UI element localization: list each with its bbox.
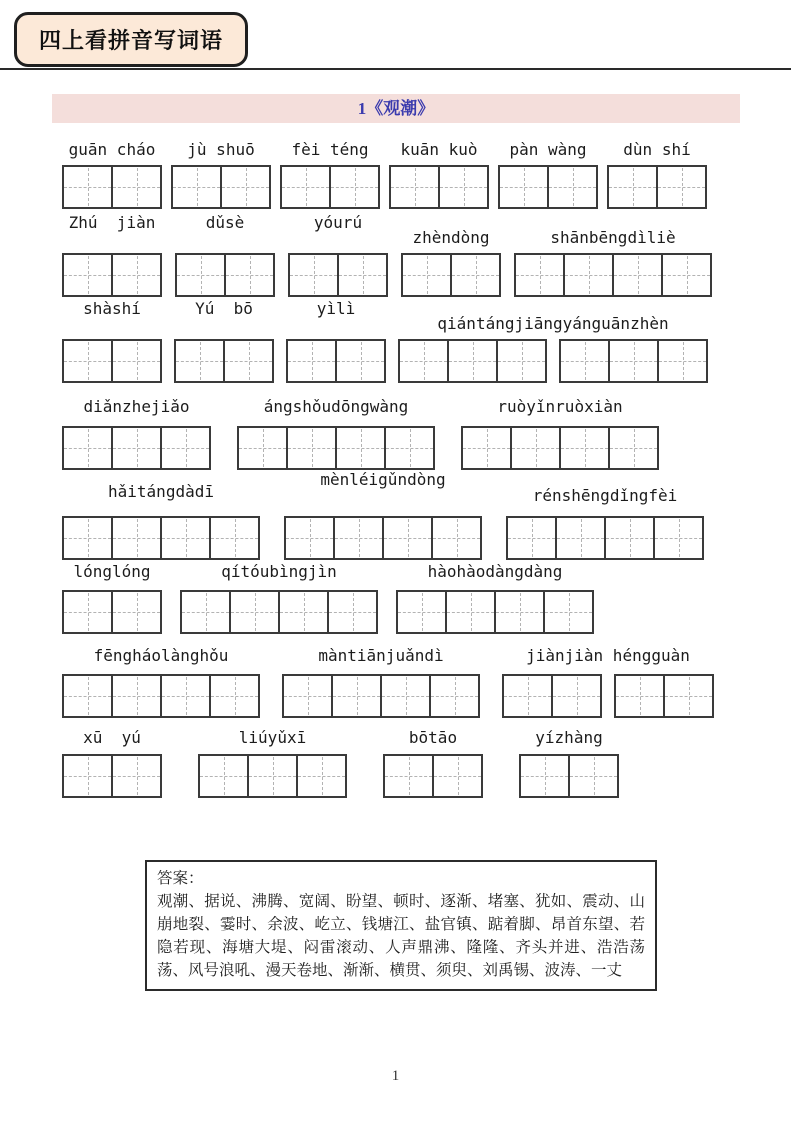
word-unit (498, 140, 598, 209)
writing-cell (339, 255, 386, 295)
word-unit (286, 299, 386, 383)
word-unit (175, 213, 275, 297)
writing-grids (62, 590, 162, 634)
pinyin-label: yízhàng (535, 728, 603, 747)
writing-cell (337, 428, 386, 468)
writing-cell (496, 592, 545, 632)
writing-cell (659, 341, 706, 381)
pinyin-label: pàn wàng (509, 140, 587, 159)
word-unit (502, 646, 714, 718)
writing-cell (239, 428, 288, 468)
word-unit (180, 562, 378, 634)
word-unit (401, 228, 501, 297)
writing-grid (389, 165, 489, 209)
writing-grid (62, 339, 162, 383)
pinyin-label: guān cháo (68, 140, 156, 159)
writing-grid (62, 253, 162, 297)
word-unit (62, 299, 162, 383)
writing-cell (222, 167, 269, 207)
writing-cell (545, 592, 592, 632)
writing-cell (433, 518, 480, 558)
pinyin-label: hǎitángdàdī (108, 482, 214, 501)
word-unit (62, 397, 211, 470)
writing-cell (113, 255, 160, 295)
writing-cell (64, 518, 113, 558)
writing-cell (610, 428, 657, 468)
writing-cell (561, 428, 610, 468)
pinyin-label: fēngháolànghǒu (93, 646, 229, 665)
writing-grids (62, 165, 162, 209)
pinyin-label: shānbēngdìliè (550, 228, 676, 247)
writing-cell (64, 255, 113, 295)
word-unit (280, 140, 380, 209)
writing-grids (401, 253, 501, 297)
writing-grids (237, 426, 435, 470)
answer-label: 答案： (157, 870, 204, 887)
writing-grids (62, 426, 211, 470)
writing-grid (461, 426, 659, 470)
pinyin-label: yóurú (313, 213, 363, 232)
writing-cell (449, 341, 498, 381)
writing-cell (162, 428, 209, 468)
word-unit (506, 486, 704, 560)
writing-cell (665, 676, 712, 716)
answer-box (145, 860, 657, 991)
writing-grid (396, 590, 594, 634)
pinyin-label: jù shuō (187, 140, 255, 159)
pinyin-label: jiànjiàn héngguàn (526, 646, 690, 665)
writing-cell (463, 428, 512, 468)
writing-cell (333, 676, 382, 716)
writing-cell (64, 341, 113, 381)
pinyin-label: dùn shí (623, 140, 691, 159)
writing-cell (663, 255, 710, 295)
writing-grid (284, 516, 482, 560)
writing-cell (398, 592, 447, 632)
writing-grids (506, 516, 704, 560)
writing-cell (226, 255, 273, 295)
answer-text: 观潮、据说、沸腾、宽阔、盼望、顿时、逐渐、堵塞、犹如、震动、山崩地裂、霎时、余波、屹立、钱塘江、盐官镇、踮着脚、昂首东望、若隐若现、海塘大堤、闷雷滚动、人声鼎沸、隆隆、齐头并进、浩浩荡荡、风号浪吼、漫天卷地、渐渐、横贯、须臾、刘禹锡、波涛、一丈 (157, 893, 645, 979)
writing-cell (431, 676, 478, 716)
writing-cell (329, 592, 376, 632)
writing-grid (175, 253, 275, 297)
writing-grid (286, 339, 386, 383)
word-row (62, 299, 740, 383)
writing-cell (64, 428, 113, 468)
writing-cell (400, 341, 449, 381)
writing-cell (162, 676, 211, 716)
writing-cell (500, 167, 549, 207)
word-row (62, 646, 740, 718)
writing-grids (62, 339, 162, 383)
pinyin-label: mènléigǔndòng (320, 470, 446, 489)
writing-grid (62, 590, 162, 634)
writing-grids (502, 674, 714, 718)
worksheet-rows (52, 140, 740, 798)
writing-cell (606, 518, 655, 558)
pinyin-label: diǎnzhejiǎo (83, 397, 190, 416)
writing-grids (171, 165, 271, 209)
word-unit (389, 140, 489, 209)
writing-cell (337, 341, 384, 381)
pinyin-label: qiántángjiāngyánguānzhèn (437, 314, 669, 333)
writing-cell (386, 428, 433, 468)
writing-grids (519, 754, 619, 798)
worksheet-content (52, 94, 740, 991)
word-unit (284, 470, 482, 560)
word-row (62, 728, 740, 798)
writing-cell (64, 167, 113, 207)
word-unit (62, 646, 260, 718)
word-unit (62, 482, 260, 560)
writing-grid (62, 165, 162, 209)
writing-cell (335, 518, 384, 558)
writing-grid (288, 253, 388, 297)
writing-cell (557, 518, 606, 558)
writing-grids (398, 339, 708, 383)
word-unit (461, 397, 659, 470)
writing-grid (180, 590, 378, 634)
writing-grid (171, 165, 271, 209)
word-unit (282, 646, 480, 718)
word-unit (396, 562, 594, 634)
word-row (62, 470, 740, 560)
writing-cell (508, 518, 557, 558)
writing-cell (211, 518, 258, 558)
pinyin-label: dǔsè (205, 213, 245, 232)
writing-grids (198, 754, 347, 798)
writing-grid (398, 339, 547, 383)
writing-grids (607, 165, 707, 209)
writing-grids (498, 165, 598, 209)
word-unit (62, 213, 162, 297)
writing-grids (461, 426, 659, 470)
pinyin-label: xū yú (83, 728, 141, 747)
writing-cell (403, 255, 452, 295)
pinyin-label: yìlì (316, 299, 356, 318)
writing-grid (383, 754, 483, 798)
writing-cell (113, 428, 162, 468)
writing-cell (64, 592, 113, 632)
writing-cell (176, 341, 225, 381)
pinyin-label: bōtāo (408, 728, 458, 747)
writing-cell (609, 167, 658, 207)
pinyin-label: zhèndòng (412, 228, 490, 247)
writing-cell (565, 255, 614, 295)
word-row (62, 562, 740, 634)
pinyin-label: shàshí (83, 299, 141, 318)
writing-grid (237, 426, 435, 470)
writing-cell (288, 341, 337, 381)
writing-grids (286, 339, 386, 383)
page-number: 1 (391, 1068, 400, 1084)
writing-cell (211, 676, 258, 716)
writing-cell (225, 341, 272, 381)
writing-cell (249, 756, 298, 796)
writing-grids (62, 674, 260, 718)
pinyin-label: fèi téng (291, 140, 369, 159)
writing-grids (383, 754, 483, 798)
writing-cell (331, 167, 378, 207)
writing-grid (401, 253, 501, 297)
writing-grids (282, 674, 480, 718)
writing-cell (549, 167, 596, 207)
writing-grid (280, 165, 380, 209)
pinyin-label: kuān kuò (400, 140, 478, 159)
pinyin-label: liúyǔxī (238, 728, 307, 747)
writing-cell (498, 341, 545, 381)
word-row (62, 213, 740, 297)
writing-grids (389, 165, 489, 209)
word-unit (607, 140, 707, 209)
writing-cell (610, 341, 659, 381)
writing-cell (516, 255, 565, 295)
writing-cell (282, 167, 331, 207)
writing-cell (553, 676, 600, 716)
word-unit (237, 397, 435, 470)
writing-grids (62, 253, 162, 297)
writing-grid (62, 516, 260, 560)
writing-cell (298, 756, 345, 796)
word-row (62, 397, 740, 470)
writing-cell (280, 592, 329, 632)
pinyin-label: lónglóng (73, 562, 151, 581)
pinyin-label: Zhú jiàn (68, 213, 156, 232)
section-header (52, 94, 740, 123)
pinyin-label: ruòyǐnruòxiàn (497, 397, 623, 416)
writing-grid (506, 516, 704, 560)
writing-grids (174, 339, 274, 383)
word-unit (62, 140, 162, 209)
writing-cell (504, 676, 553, 716)
writing-cell (384, 518, 433, 558)
writing-grid (614, 674, 714, 718)
word-row (62, 140, 740, 209)
writing-grid (498, 165, 598, 209)
writing-cell (113, 167, 160, 207)
writing-grids (514, 253, 712, 297)
writing-cell (512, 428, 561, 468)
word-unit (171, 140, 271, 209)
pinyin-label: ángshǒudōngwàng (263, 397, 409, 416)
writing-cell (288, 428, 337, 468)
writing-cell (658, 167, 705, 207)
writing-cell (521, 756, 570, 796)
writing-cell (162, 518, 211, 558)
writing-cell (447, 592, 496, 632)
section-title: 1《观潮》 (357, 99, 435, 118)
pinyin-label: rénshēngdǐngfèi (532, 486, 678, 505)
writing-grid (502, 674, 602, 718)
word-unit (288, 213, 388, 297)
writing-grid (198, 754, 347, 798)
writing-grids (180, 590, 378, 634)
writing-cell (570, 756, 617, 796)
writing-cell (385, 756, 434, 796)
writing-grids (62, 754, 162, 798)
writing-grid (62, 674, 260, 718)
word-unit (398, 314, 708, 383)
writing-cell (113, 518, 162, 558)
writing-cell (113, 676, 162, 716)
writing-grid (607, 165, 707, 209)
word-unit (198, 728, 347, 798)
writing-cell (284, 676, 333, 716)
writing-grid (282, 674, 480, 718)
writing-cell (173, 167, 222, 207)
writing-cell (561, 341, 610, 381)
writing-grids (62, 516, 260, 560)
word-unit (62, 562, 162, 634)
writing-grids (288, 253, 388, 297)
writing-cell (614, 255, 663, 295)
word-unit (383, 728, 483, 798)
writing-cell (64, 676, 113, 716)
writing-grid (514, 253, 712, 297)
title-badge (14, 12, 248, 67)
writing-grid (559, 339, 708, 383)
word-unit (62, 728, 162, 798)
word-unit (519, 728, 619, 798)
writing-cell (391, 167, 440, 207)
writing-grids (280, 165, 380, 209)
writing-cell (64, 756, 113, 796)
writing-cell (434, 756, 481, 796)
writing-cell (200, 756, 249, 796)
writing-cell (113, 756, 160, 796)
title-badge-label: 四上看拼音写词语 (39, 28, 224, 53)
pinyin-label: hàohàodàngdàng (427, 562, 563, 581)
pinyin-label: màntiānjuǎndì (318, 646, 444, 665)
writing-grids (396, 590, 594, 634)
writing-grids (284, 516, 482, 560)
word-unit (174, 299, 274, 383)
writing-cell (113, 592, 160, 632)
pinyin-label: Yú bō (195, 299, 253, 318)
writing-cell (440, 167, 487, 207)
writing-grids (175, 253, 275, 297)
writing-cell (113, 341, 160, 381)
writing-cell (616, 676, 665, 716)
writing-grid (519, 754, 619, 798)
pinyin-label: qítóubìngjìn (221, 562, 337, 581)
writing-cell (290, 255, 339, 295)
writing-grid (62, 754, 162, 798)
writing-cell (655, 518, 702, 558)
writing-cell (452, 255, 499, 295)
writing-cell (231, 592, 280, 632)
writing-grid (62, 426, 211, 470)
writing-grid (174, 339, 274, 383)
word-unit (514, 228, 712, 297)
writing-cell (182, 592, 231, 632)
writing-cell (382, 676, 431, 716)
writing-cell (177, 255, 226, 295)
header-divider (0, 68, 791, 70)
writing-cell (286, 518, 335, 558)
